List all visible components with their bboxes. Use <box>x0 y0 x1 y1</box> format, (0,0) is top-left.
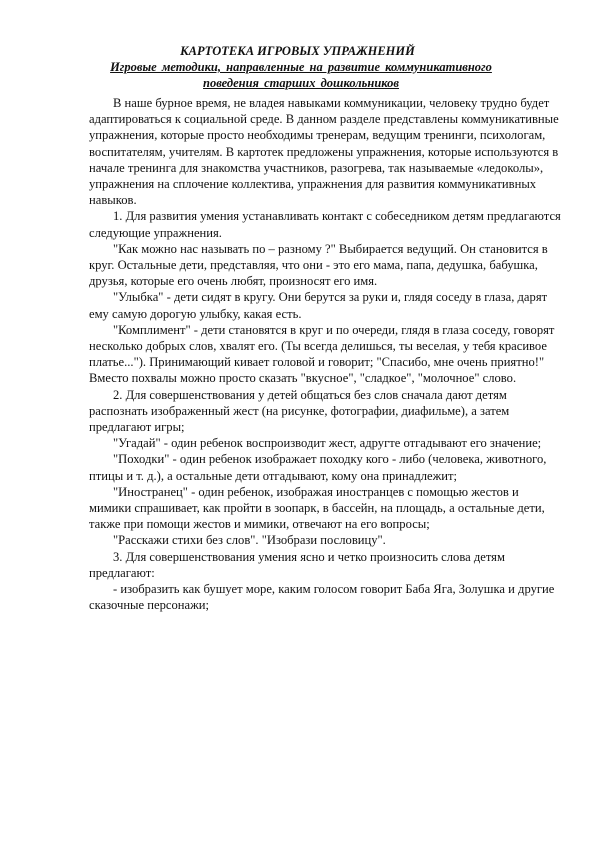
document-body <box>89 95 561 614</box>
paragraph-section-3: 3. Для совершенствования умения ясно и четко произносить слова детям предлагают: <box>89 549 505 580</box>
paragraph-game-walks: "Походки" - один ребенок изображает походку кого - либо (человека, животного, птицы и т. д.), а остальные дети отгадывают, кому она принадлежит; <box>89 452 547 483</box>
paragraph-game-guess: "Угадай" - один ребенок воспроизводит жест, адругте отгадывают его значение; <box>113 436 542 451</box>
paragraph-game-poems: "Расскажи стихи без слов". "Изобрази пословицу". <box>113 533 386 548</box>
paragraph-game-names: "Как можно нас называть по – разному ?" Выбирается ведущий. Он становится в круг. Остальные дети, представляя, что они - это его мама, папа, дедушка, бабушка, друзья, которые его очень любят, произносят его имя. <box>89 241 548 289</box>
document-subtitle: Игровые методики, направленные на развитие коммуникативного поведения старших дошкольников <box>110 60 492 90</box>
paragraph-game-foreigner: "Иностранец" - один ребенок, изображая иностранцев с помощью жестов и мимики спрашивает, как пройти в зоопарк, в бассейн, на площадь, а остальные дети, также при помощи жестов и мимики, отвечают на его вопросы; <box>89 484 545 532</box>
document-title: КАРТОТЕКА ИГРОВЫХ УПРАЖНЕНИЙ <box>180 44 415 58</box>
paragraph-section-1: 1. Для развития умения устанавливать контакт с собеседником детям предлагаются следующие упражнения. <box>89 209 561 240</box>
paragraph-game-compliment: "Комплимент" - дети становятся в круг и по очереди, глядя в глаза соседу, говорят несколько добрых слов, хвалят его. (Ты всегда делишься, ты веселая, у тебя красивое платье..."). Принимающий кивает головой и говорит; "Спасибо, мне очень приятно!" Вместо похвалы можно просто сказать "вкусное", "сладкое", "молочное" слово. <box>89 322 555 386</box>
paragraph-section-2: 2. Для совершенствования у детей общаться без слов сначала дают детям распознать изображенный жест (на рисунке, фотографии, диафильме), а затем предлагают игры; <box>89 387 510 435</box>
paragraph-sea: - изобразить как бушует море, каким голосом говорит Баба Яга, Золушка и другие сказочные персонажи; <box>89 582 555 613</box>
paragraph-game-smile: "Улыбка" - дети сидят в кругу. Они берутся за руки и, глядя соседу в глаза, дарят ему самую дорогую улыбку, какая есть. <box>89 290 548 321</box>
paragraph-intro: В наше бурное время, не владея навыками коммуникации, человеку трудно будет адаптироваться к социальной среде. В данном разделе представлены коммуникативные упражнения, которые просто необходимы тренерам, ведущим тренинги, психологам, воспитателям, учителям. В картотек предложены упражнения, которые используются в начале тренинга для знакомства участников, разогрева, так называемые «ледоколы», упражнения на сплочение коллектива, упражнения для развития коммуникативных навыков. <box>89 96 559 208</box>
